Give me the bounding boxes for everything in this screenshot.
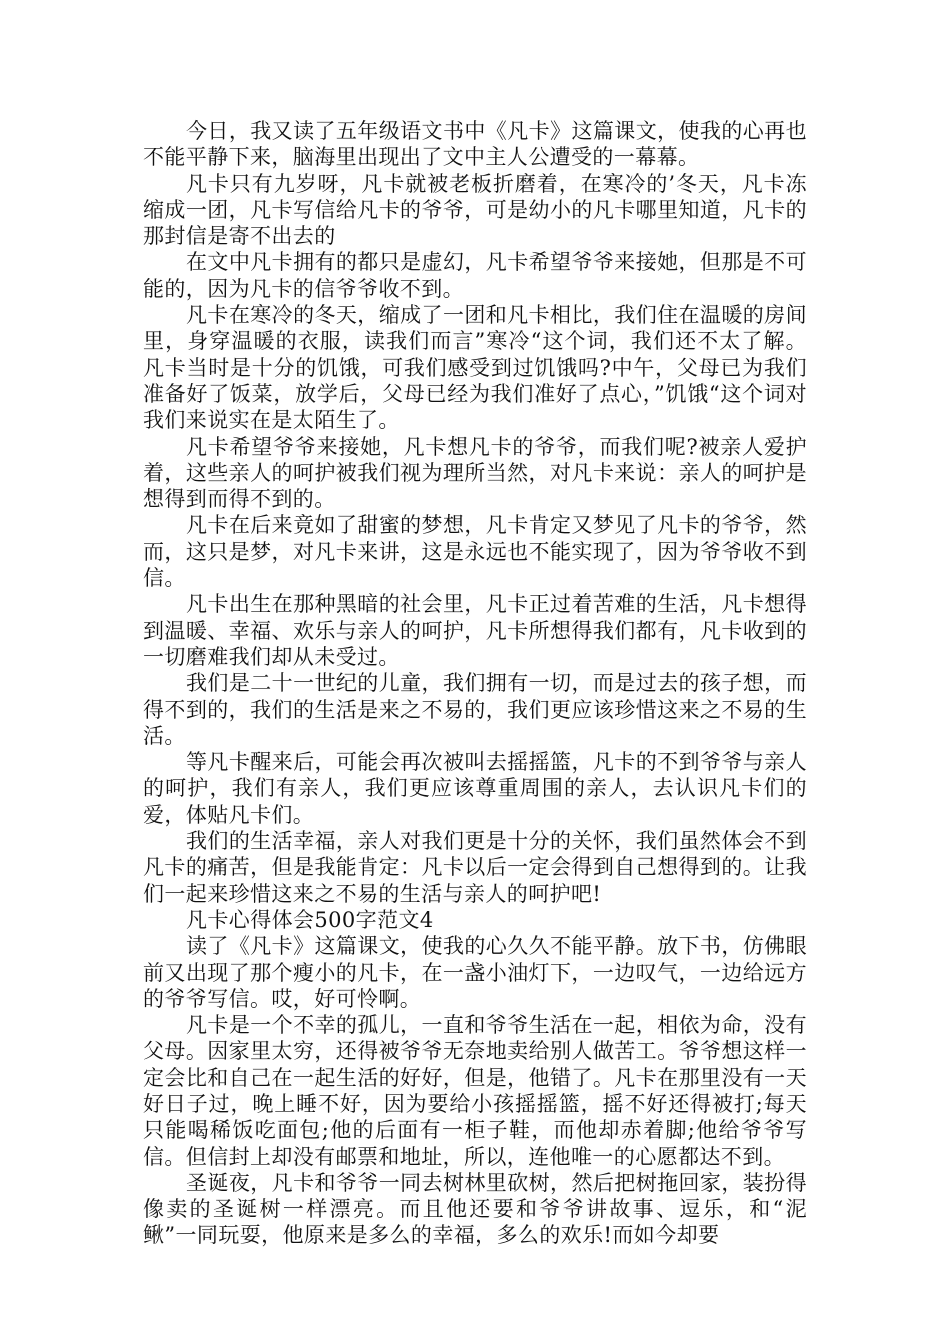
paragraph: 在文中凡卡拥有的都只是虚幻，凡卡希望爷爷来接她，但那是不可能的，因为凡卡的信爷爷收不到。 [143, 250, 807, 301]
paragraph: 凡卡出生在那种黑暗的社会里，凡卡正过着苦难的生活，凡卡想得到温暖、幸福、欢乐与亲人的呵护，凡卡所想得我们都有，凡卡收到的一切磨难我们却从未受过。 [143, 592, 807, 669]
document-body [143, 118, 807, 1249]
paragraph: 等凡卡醒来后，可能会再次被叫去摇摇篮，凡卡的不到爷爷与亲人的呵护，我们有亲人，我们更应该尊重周围的亲人，去认识凡卡们的爱，体贴凡卡们。 [143, 750, 807, 827]
paragraph: 今日，我又读了五年级语文书中《凡卡》这篇课文，使我的心再也不能平静下来，脑海里出现出了文中主人公遭受的一幕幕。 [143, 119, 807, 170]
paragraph: 凡卡在寒冷的冬天，缩成了一团和凡卡相比，我们住在温暖的房间里，身穿温暖的衣服，读我们而言”寒冷“这个词，我们还不太了解。凡卡当时是十分的饥饿，可我们感受到过饥饿吗?中午，父母已为我们准备好了饭菜，放学后，父母已经为我们准好了点心，”饥饿“这个词对我们来说实在是太陌生了。 [143, 303, 807, 433]
paragraph: 我们是二十一世纪的儿童，我们拥有一切，而是过去的孩子想，而得不到的，我们的生活是来之不易的，我们更应该珍惜这来之不易的生活。 [143, 671, 807, 748]
paragraph: 凡卡只有九岁呀，凡卡就被老板折磨着，在寒冷的’冬天，凡卡冻缩成一团，凡卡写信给凡卡的爷爷，可是幼小的凡卡哪里知道，凡卡的那封信是寄不出去的 [143, 171, 807, 249]
paragraph: 读了《凡卡》这篇课文，使我的心久久不能平静。放下书，仿佛眼前又出现了那个瘦小的凡卡，在一盏小油灯下，一边叹气，一边给远方的爷爷写信。哎，好可怜啊。 [143, 934, 807, 1011]
paragraph: 凡卡希望爷爷来接她，凡卡想凡卡的爷爷，而我们呢?被亲人爱护着，这些亲人的呵护被我们视为理所当然，对凡卡来说：亲人的呵护是想得到而得不到的。 [143, 434, 807, 512]
paragraph: 圣诞夜，凡卡和爷爷一同去树林里砍树，然后把树拖回家，装扮得像卖的圣诞树一样漂亮。而且他还要和爷爷讲故事、逗乐，和“泥鳅”一同玩耍，他原来是多么的幸福，多么的欢乐!而如今却要 [143, 1170, 807, 1248]
paragraph: 凡卡是一个不幸的孤儿，一直和爷爷生活在一起，相依为命，没有父母。因家里太穷，还得被爷爷无奈地卖给别人做苦工。爷爷想这样一定会比和自己在一起生活的好好，但是，他错了。凡卡在那里没有一天好日子过，晚上睡不好，因为要给小孩摇摇篮，摇不好还得被打;每天只能喝稀饭吃面包;他的后面有一柜子鞋，而他却赤着脚;他给爷爷写信。但信封上却没有邮票和地址，所以，连他唯一的心愿都达不到。 [143, 1013, 807, 1169]
paragraph: 我们的生活幸福，亲人对我们更是十分的关怀，我们虽然体会不到凡卡的痛苦，但是我能肯定：凡卡以后一定会得到自己想得到的。让我们一起来珍惜这来之不易的生活与亲人的呵护吧! [143, 829, 807, 906]
paragraph: 凡卡在后来竟如了甜蜜的梦想，凡卡肯定又梦见了凡卡的爷爷，然而，这只是梦，对凡卡来讲，这是永远也不能实现了，因为爷爷收不到信。 [143, 513, 807, 591]
section-heading: 凡卡心得体会500字范文4 [186, 907, 434, 932]
